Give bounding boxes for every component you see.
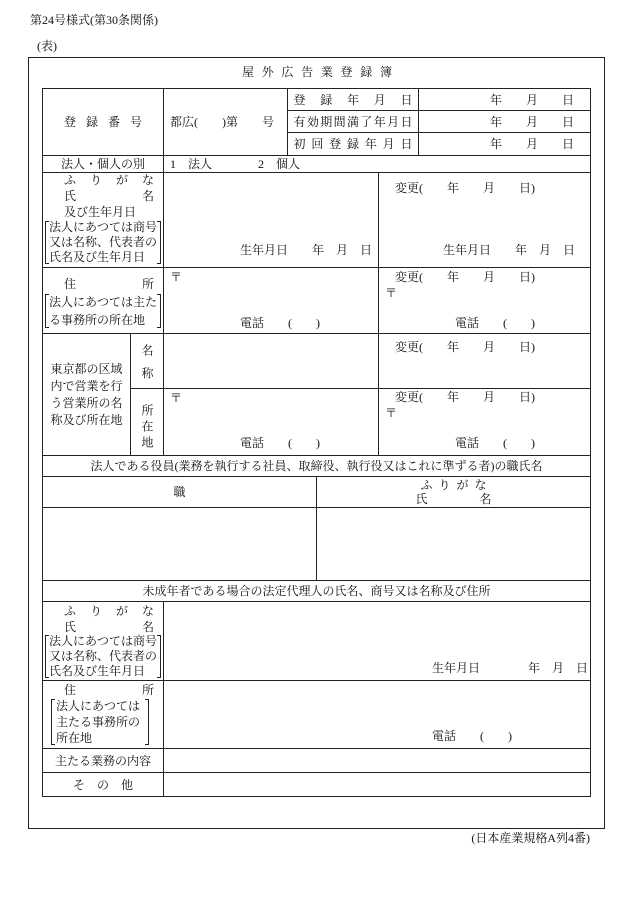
applicant-name-change-cell bbox=[378, 172, 591, 268]
entity-type-label-cell bbox=[42, 155, 164, 173]
address-label: 住 所 bbox=[64, 683, 154, 697]
other-label-cell bbox=[42, 772, 164, 797]
first-registration-date-value: 年 月 日 bbox=[489, 137, 574, 151]
form-side-label: (表) bbox=[37, 39, 57, 53]
birthdate-label: 及び生年月日 bbox=[64, 205, 137, 219]
expiry-date-value: 年 月 日 bbox=[489, 114, 574, 129]
document-title: 屋 外 広 告 業 登 録 簿 bbox=[242, 65, 392, 79]
change-date: 変更( 年 月 日) bbox=[395, 181, 535, 195]
registration-date-value-cell bbox=[418, 88, 591, 111]
office-location-value-cell bbox=[163, 388, 379, 456]
main-business-field bbox=[163, 748, 591, 773]
note-line: 氏名及び生年月日 bbox=[49, 250, 146, 264]
office-name-label-cell bbox=[130, 333, 164, 389]
applicant-address-label-cell bbox=[42, 267, 164, 334]
applicant-birthdate: 生年月日 年 月 日 bbox=[240, 243, 373, 257]
change-date: 変更( 年 月 日) bbox=[395, 270, 535, 284]
registration-number-label: 登 録 番 号 bbox=[64, 115, 142, 129]
applicant-name-value-cell bbox=[163, 172, 379, 268]
applicant-address-value-cell bbox=[163, 267, 379, 334]
officers-title-header: 職 bbox=[173, 485, 186, 499]
postal-mark: 〒 bbox=[170, 270, 183, 284]
registration-date-value: 年 月 日 bbox=[489, 92, 574, 107]
main-business-label-cell bbox=[42, 748, 164, 773]
note-line: 法人にあつては商号 bbox=[49, 220, 158, 234]
postal-mark: 〒 bbox=[385, 406, 398, 420]
guardian-heading-cell bbox=[42, 580, 591, 602]
guardian-address-value-cell bbox=[163, 680, 591, 749]
changed-birthdate: 生年月日 年 月 日 bbox=[443, 243, 576, 257]
office-name-change-cell bbox=[378, 333, 591, 389]
paper-size-note: (日本産業規格A列4番) bbox=[471, 831, 590, 845]
other-label: そ の 他 bbox=[73, 777, 134, 792]
postal-mark: 〒 bbox=[385, 286, 398, 300]
office-name-value-cell bbox=[163, 333, 379, 389]
officers-heading-cell bbox=[42, 455, 591, 477]
entity-type-label: 法人・個人の別 bbox=[60, 157, 145, 171]
note-line: 主たる事務所の bbox=[56, 715, 141, 729]
expiry-date-label: 有効期間満了年月日 bbox=[293, 114, 413, 129]
other-field bbox=[163, 772, 591, 797]
furigana-label: ふ り が な bbox=[64, 173, 154, 187]
office-label-line: 東京都の区域 bbox=[50, 361, 123, 376]
furigana-label: ふ り が な bbox=[64, 604, 154, 618]
officers-name-field bbox=[316, 507, 591, 581]
officers-heading: 法人である役員(業務を執行する社員、取締役、執行役又はこれに準ずる者)の職氏名 bbox=[90, 459, 543, 473]
corporation-name-note bbox=[45, 634, 161, 679]
phone-label: 電話 ( ) bbox=[240, 316, 320, 330]
guardian-address-label-cell bbox=[42, 680, 164, 749]
registration-date-label: 登 録 年 月 日 bbox=[293, 92, 413, 107]
officers-title-field bbox=[42, 507, 317, 581]
corporation-name-note bbox=[45, 220, 161, 265]
note-line: 法人にあつては商号 bbox=[49, 634, 158, 648]
name-label: 氏 名 bbox=[64, 189, 154, 203]
note-line: 又は名称、代表者の bbox=[49, 235, 158, 249]
name-label: 氏 名 bbox=[64, 620, 154, 634]
note-line: 法人にあつては bbox=[56, 699, 141, 713]
phone-label: 電話 ( ) bbox=[240, 436, 320, 450]
registration-date-label-cell bbox=[287, 88, 419, 111]
office-location-label-cell bbox=[130, 388, 164, 456]
registration-number-value: 都広( )第 号 bbox=[170, 115, 274, 129]
postal-mark: 〒 bbox=[170, 391, 183, 405]
expiry-date-label-cell bbox=[287, 110, 419, 133]
note-line: 又は名称、代表者の bbox=[49, 649, 158, 663]
corporation-address-note bbox=[45, 293, 161, 329]
phone-label: 電話 ( ) bbox=[455, 316, 535, 330]
applicant-address-change-cell bbox=[378, 267, 591, 334]
form-number: 第24号様式(第30条関係) bbox=[30, 13, 158, 27]
phone-label: 電話 ( ) bbox=[432, 729, 512, 743]
registration-number-value-cell bbox=[163, 88, 288, 156]
applicant-name-label-cell bbox=[42, 172, 164, 268]
change-date: 変更( 年 月 日) bbox=[395, 390, 535, 404]
office-label-line: 称及び所在地 bbox=[50, 412, 123, 427]
office-location-label: 所在地 bbox=[140, 404, 154, 448]
change-date: 変更( 年 月 日) bbox=[395, 340, 535, 354]
phone-label: 電話 ( ) bbox=[455, 436, 535, 450]
note-line: 所在地 bbox=[56, 731, 93, 745]
office-label-line: う営業所の名 bbox=[50, 395, 123, 410]
main-business-label: 主たる業務の内容 bbox=[54, 753, 151, 768]
entity-type-option-corporation: 1 法人 bbox=[170, 157, 213, 171]
first-registration-date-value-cell bbox=[418, 132, 591, 156]
corporation-address-note bbox=[51, 698, 149, 746]
officers-title-header-cell bbox=[42, 476, 317, 508]
office-location-change-cell bbox=[378, 388, 591, 456]
entity-type-value-cell bbox=[163, 155, 591, 173]
note-line: る事務所の所在地 bbox=[49, 313, 146, 327]
guardian-birthdate: 生年月日 年 月 日 bbox=[432, 661, 589, 675]
office-label-cell bbox=[42, 333, 131, 456]
expiry-date-value-cell bbox=[418, 110, 591, 133]
office-name-label: 名称 bbox=[140, 343, 154, 379]
registration-number-label-cell bbox=[42, 88, 164, 156]
officers-name-header-cell bbox=[316, 476, 591, 508]
officers-furigana-header: ふ り が な bbox=[420, 478, 487, 492]
officers-name-header: 氏 名 bbox=[415, 492, 492, 506]
first-registration-date-label: 初 回 登 録 年 月 日 bbox=[293, 137, 413, 151]
note-line: 氏名及び生年月日 bbox=[49, 664, 146, 678]
guardian-heading: 未成年者である場合の法定代理人の氏名、商号又は名称及び住所 bbox=[142, 584, 491, 598]
first-registration-date-label-cell bbox=[287, 132, 419, 156]
entity-type-option-individual: 2 個人 bbox=[258, 157, 301, 171]
note-line: 法人にあつては主た bbox=[49, 295, 158, 309]
guardian-name-label-cell bbox=[42, 601, 164, 681]
address-label: 住 所 bbox=[64, 277, 154, 291]
guardian-name-value-cell bbox=[163, 601, 591, 681]
office-label-line: 内で営業を行 bbox=[50, 378, 123, 393]
